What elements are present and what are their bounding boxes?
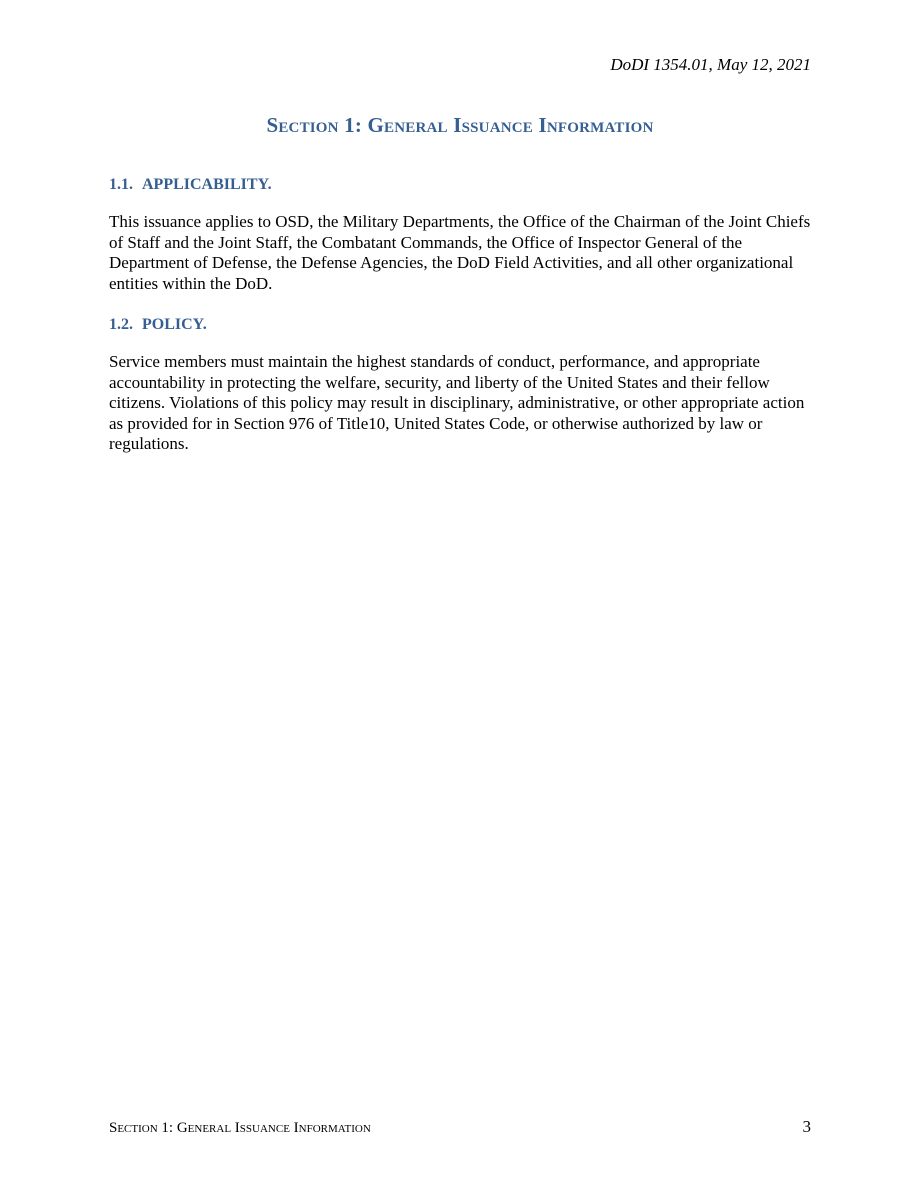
paragraph-number: 1.2. (109, 316, 133, 333)
paragraph-heading-applicability (109, 175, 272, 195)
page-number: 3 (802, 1117, 811, 1136)
paragraph-body-applicability: This issuance applies to OSD, the Military Departments, the Office of the Chairman of the Joint Chiefs of Staff and the Joint Staff, the Combatant Commands, the Office of Inspector General of the Department of Defense, the Defense Agencies, the DoD Field Activities, and all other organizational entities within the DoD. (109, 212, 811, 293)
paragraph-number: 1.1. (109, 176, 133, 193)
paragraph-heading-text: POLICY. (142, 316, 207, 333)
footer-section-title: Section 1: General Issuance Information (109, 1120, 371, 1136)
paragraph-heading-policy (109, 315, 207, 335)
document-reference: DoDI 1354.01, May 12, 2021 (610, 55, 811, 74)
paragraph-heading-text: APPLICABILITY. (142, 176, 272, 193)
paragraph-body-policy: Service members must maintain the highest standards of conduct, performance, and appropriate accountability in protecting the welfare, security, and liberty of the United States and their fellow citizens. Violations of this policy may result in disciplinary, administrative, or other appropriate action as provided for in Section 976 of Title10, United States Code, or otherwise authorized by law or regulations. (109, 352, 805, 453)
section-title: Section 1: General Issuance Information (266, 113, 654, 137)
